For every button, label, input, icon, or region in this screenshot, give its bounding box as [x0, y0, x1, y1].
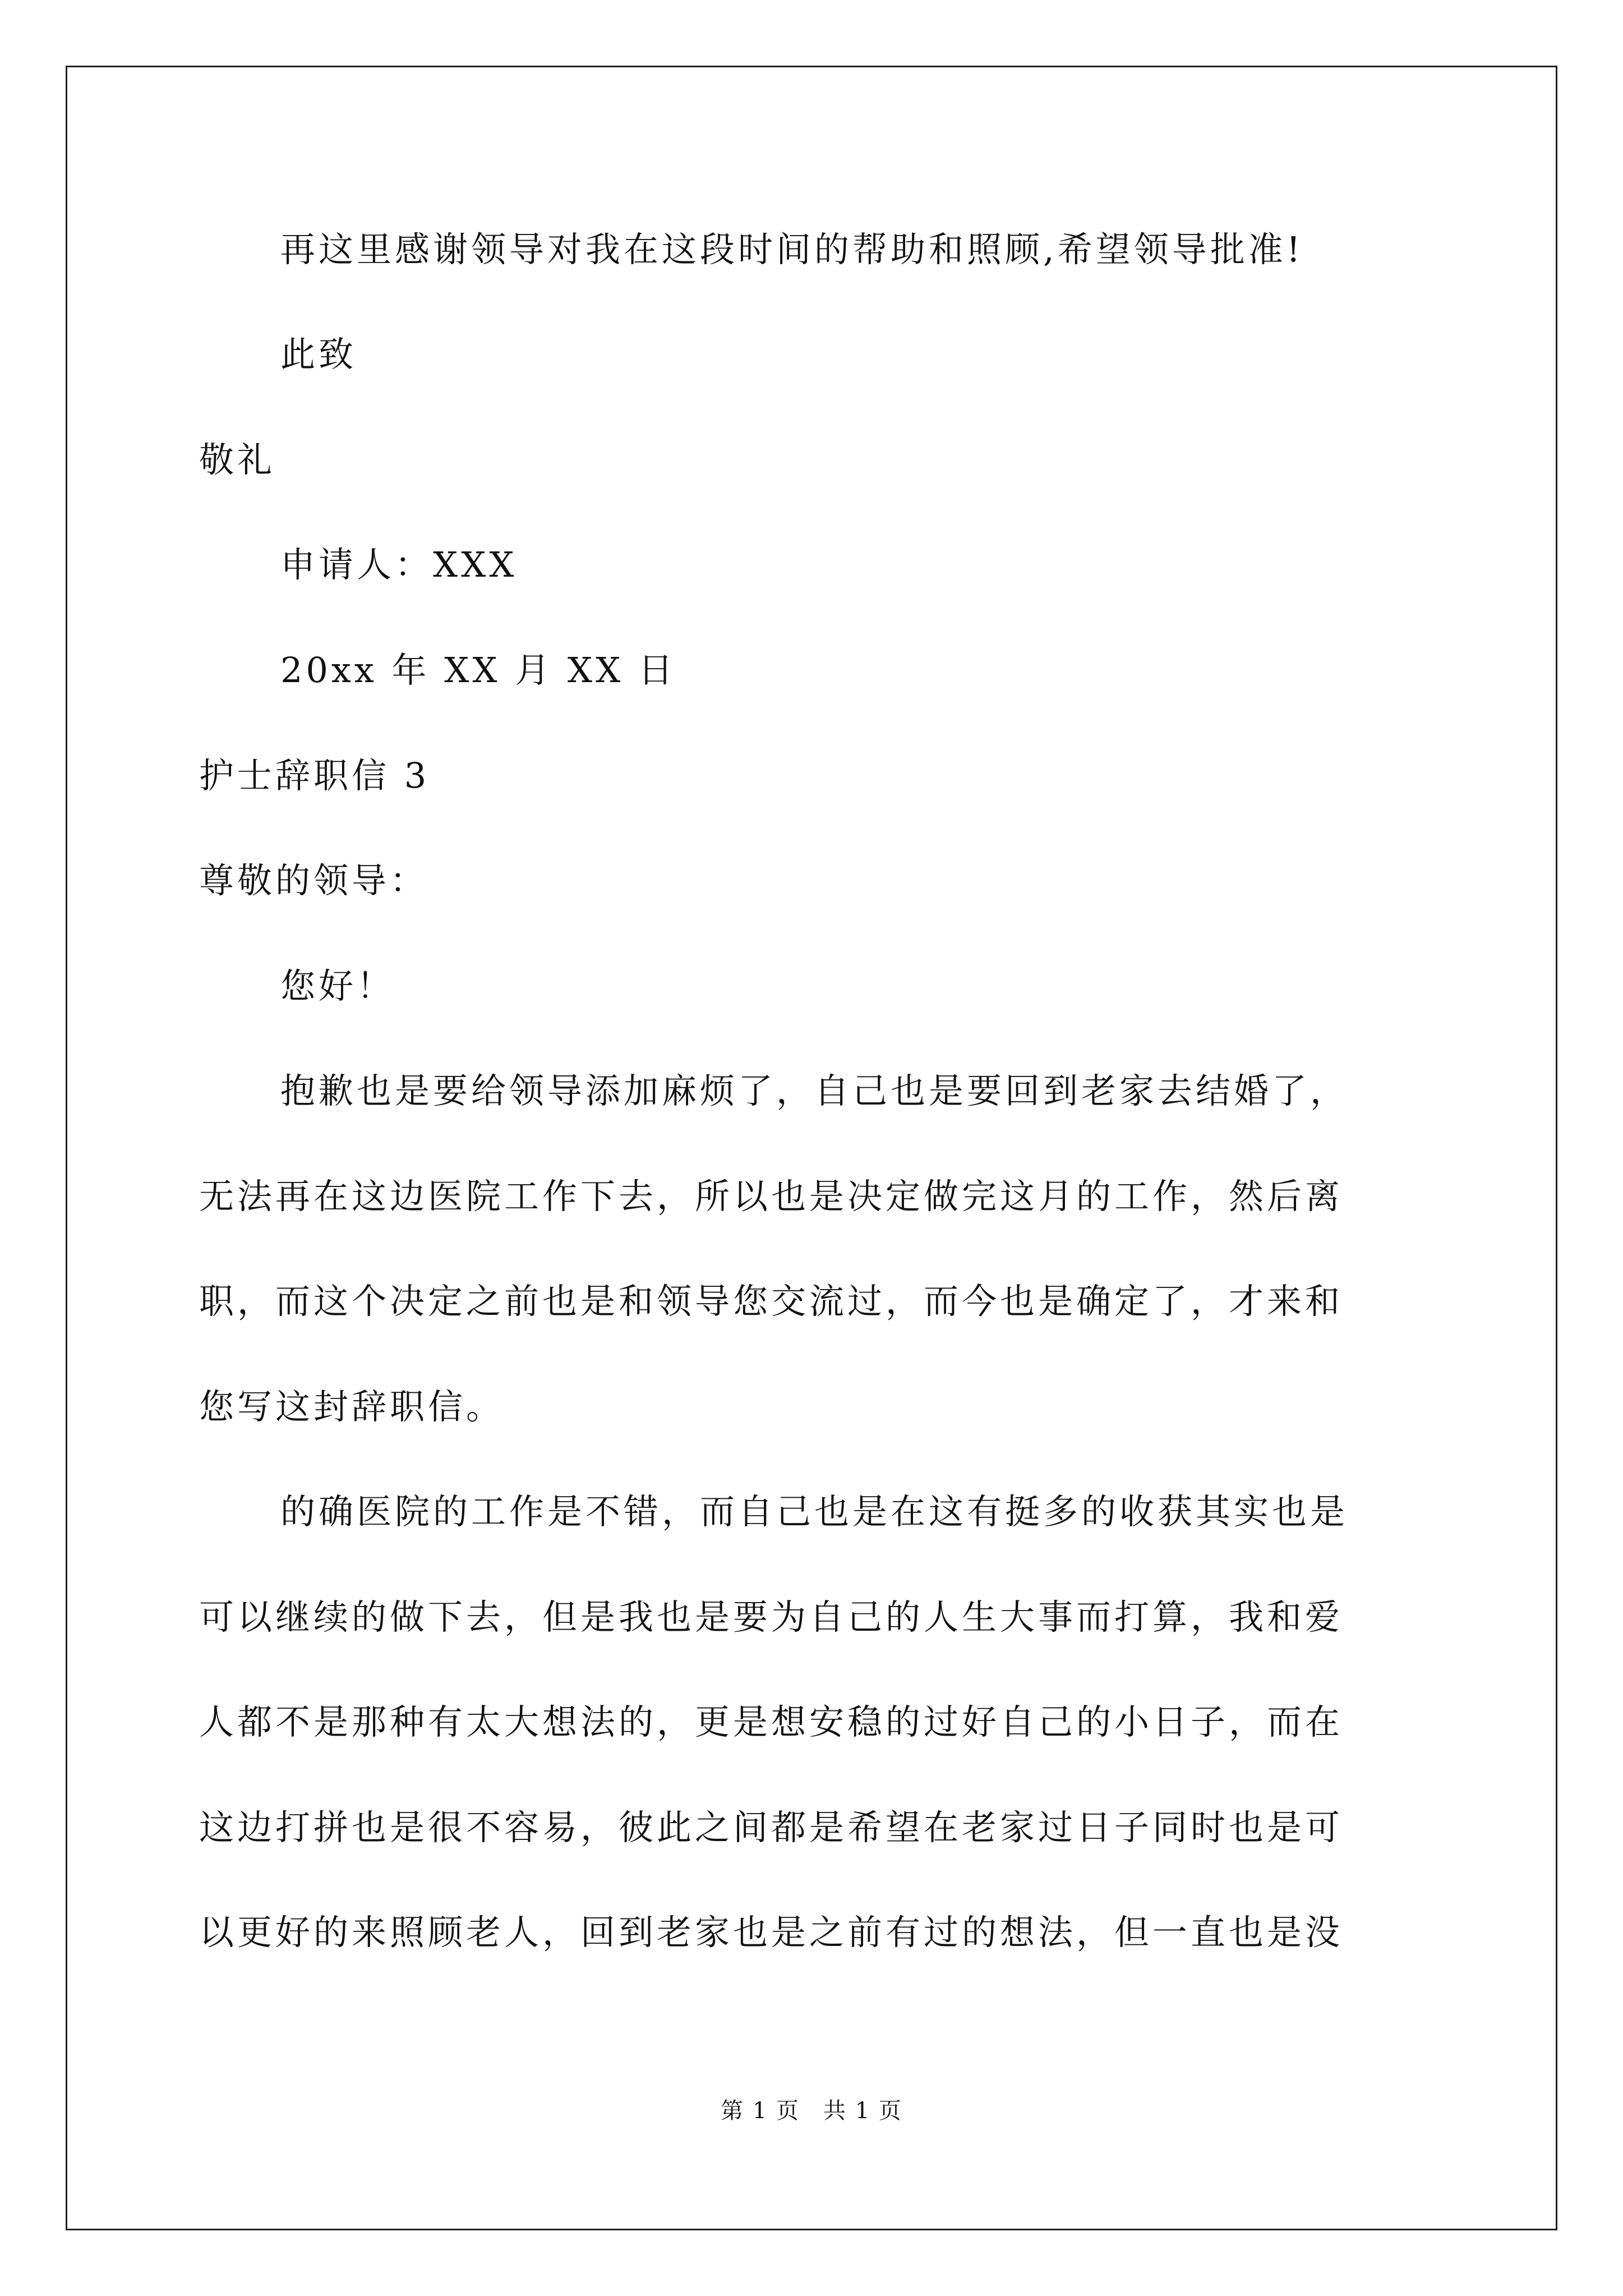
paragraph-line: 以更好的来照顾老人，回到老家也是之前有过的想法，但一直也是没	[199, 1912, 1344, 1953]
paragraph-line: 人都不是那种有太大想法的，更是想安稳的过好自己的小日子，而在	[199, 1701, 1344, 1742]
date-line: 20xx 年 XX 月 XX 日	[280, 650, 676, 691]
paragraph-line: 抱歉也是要给领导添加麻烦了，自己也是要回到老家去结婚了，	[280, 1070, 1349, 1111]
applicant-line: 申请人：XXX	[280, 544, 518, 585]
paragraph-line: 这边打拼也是很不容易，彼此之间都是希望在老家过日子同时也是可	[199, 1807, 1344, 1848]
paragraph-line: 可以继续的做下去，但是我也是要为自己的人生大事而打算，我和爱	[199, 1596, 1344, 1637]
paragraph-line: 您写这封辞职信。	[199, 1386, 505, 1427]
paragraph-line: 职，而这个决定之前也是和领导您交流过，而今也是确定了，才来和	[199, 1281, 1344, 1322]
closing-thanks: 再这里感谢领导对我在这段时间的帮助和照顾,希望领导批准!	[280, 229, 1304, 270]
paragraph-line: 的确医院的工作是不错，而自己也是在这有挺多的收获其实也是	[280, 1491, 1349, 1532]
section-heading: 护士辞职信 3	[199, 755, 430, 796]
page-footer: 第 1 页 共 1 页	[721, 2098, 902, 2124]
salutation-closing: 此致	[280, 334, 357, 375]
regards-line: 敬礼	[199, 439, 276, 480]
greeting-address: 尊敬的领导：	[199, 860, 428, 901]
greeting-hello: 您好！	[280, 965, 395, 1006]
paragraph-line: 无法再在这边医院工作下去，所以也是决定做完这月的工作，然后离	[199, 1176, 1344, 1217]
